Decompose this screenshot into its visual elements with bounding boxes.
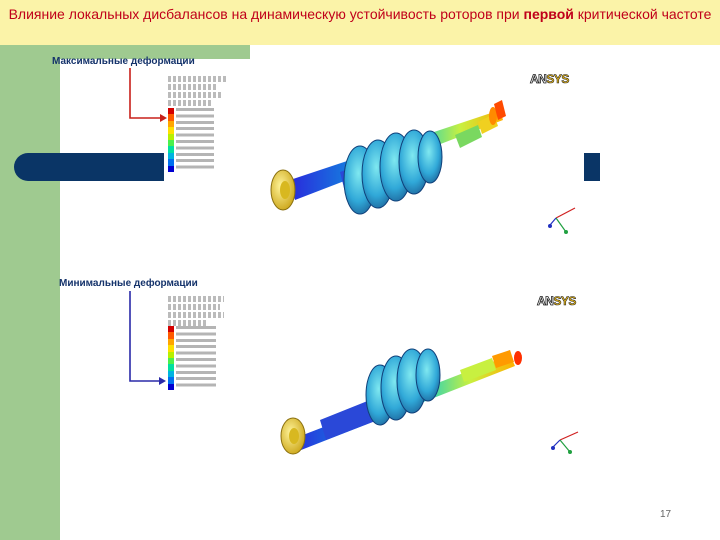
title-emphasis: первой <box>523 6 574 22</box>
slide-title: Влияние локальных дисбалансов на динамическую устойчивость роторов при первой критической частоте <box>0 0 720 45</box>
ansys-logo-bottom: ANSYS <box>537 294 576 308</box>
min-deformation-label: Минимальные деформации <box>59 278 198 289</box>
page-number: 17 <box>660 509 672 520</box>
ansys-logo-top: ANSYS <box>530 72 569 86</box>
max-deformation-label: Максимальные деформации <box>52 56 195 67</box>
